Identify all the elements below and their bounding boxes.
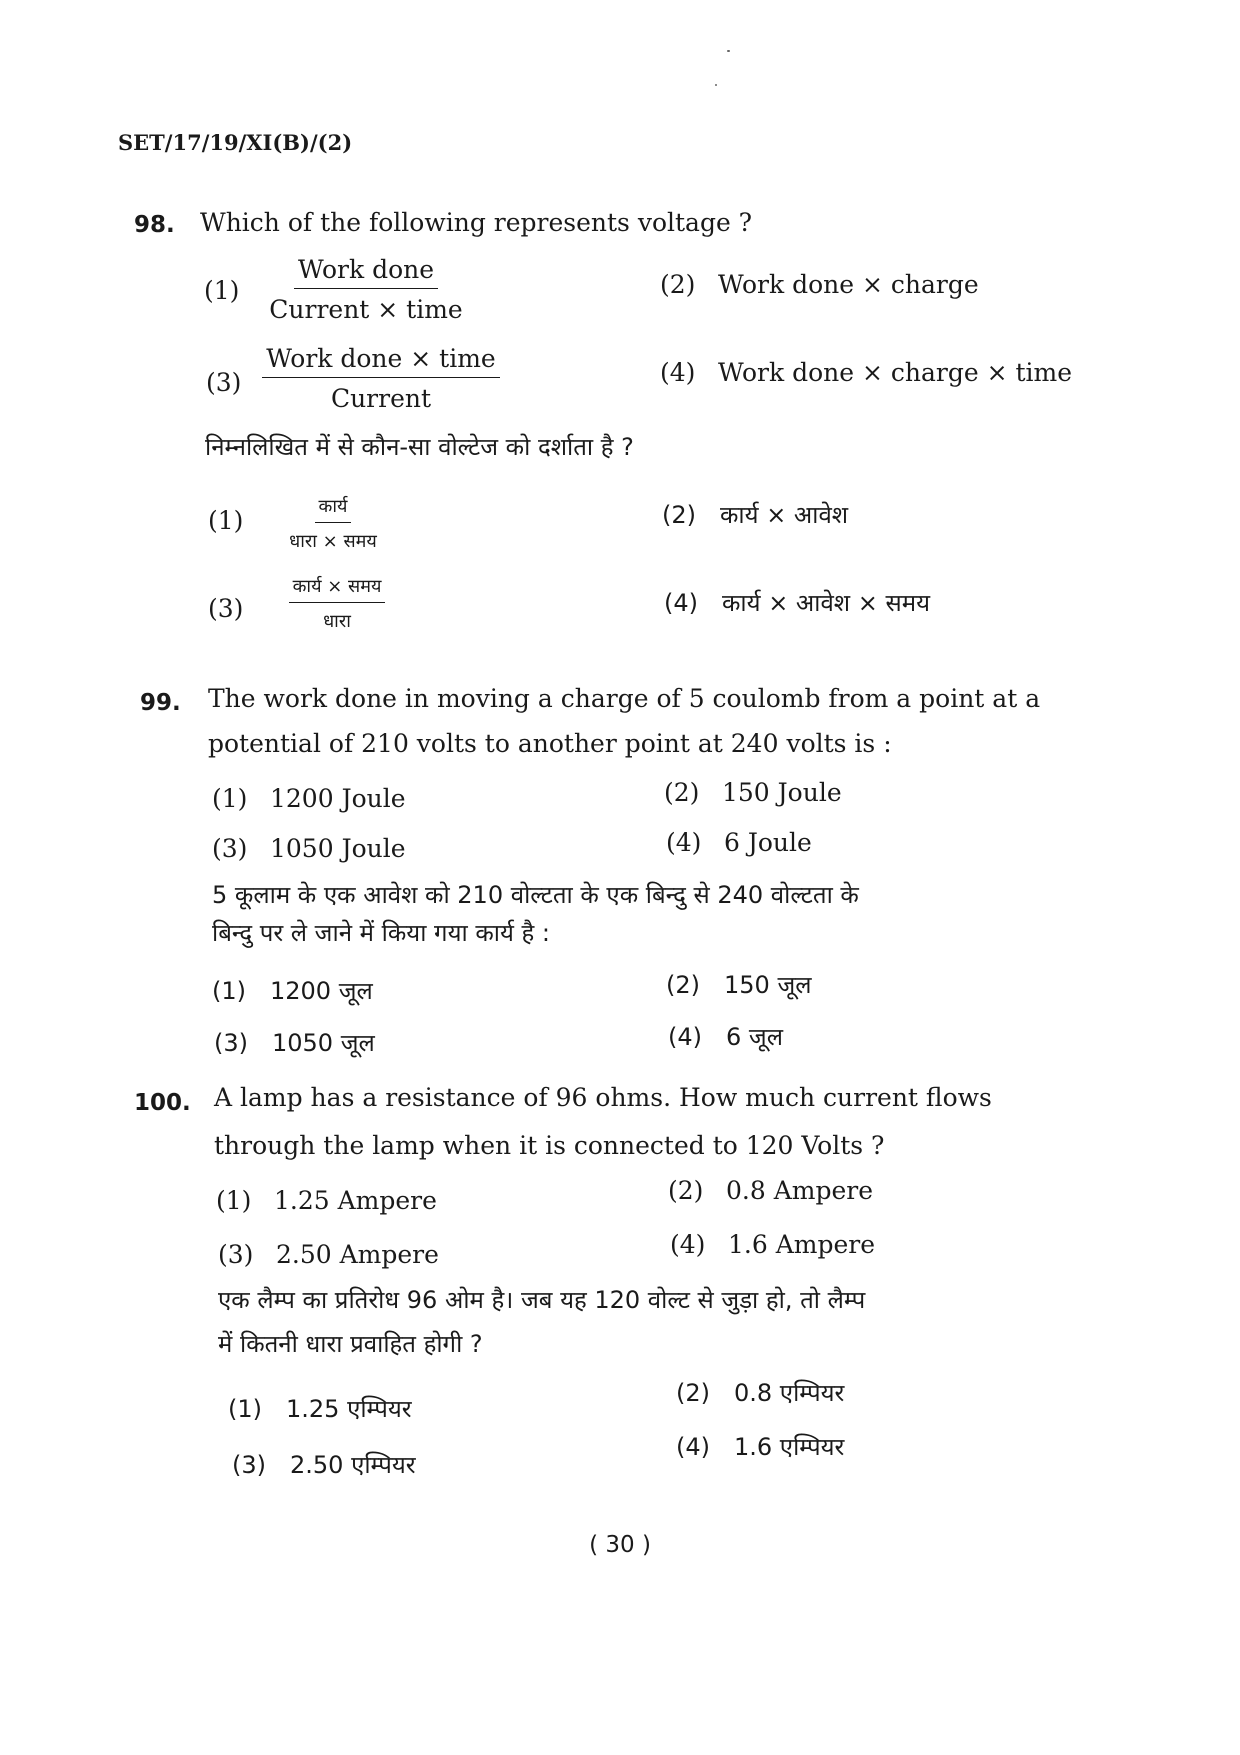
q100-hi-option-2-text: 0.8 एम्पियर: [734, 1379, 845, 1407]
q98-hi-option-4-number: (4): [664, 589, 698, 617]
q98-option-1-denominator: Current × time: [269, 295, 463, 324]
q100-hi-option-4-text: 1.6 एम्पियर: [734, 1433, 845, 1461]
q99-hi-option-4-text: 6 जूल: [726, 1023, 783, 1051]
q98-hi-option-1-numerator: कार्य: [315, 494, 352, 523]
q99-option-4-text: 6 Joule: [724, 828, 812, 857]
q100-hi-option-1-number: (1): [228, 1395, 262, 1423]
q99-option-4: [666, 828, 812, 857]
q99-hi-option-3: [214, 1026, 375, 1059]
q98-hi-option-3-fraction: [270, 574, 404, 633]
q99-hi-option-2-text: 150 जूल: [724, 971, 812, 999]
q100-option-3: [218, 1240, 439, 1269]
q100-hi-option-2-number: (2): [676, 1379, 710, 1407]
q99-option-2: [664, 778, 842, 807]
question-100-text-hi: [218, 1278, 1118, 1366]
q98-option-1-numerator: Work done: [294, 255, 438, 289]
question-100-text-hi-line-1: एक लैम्प का प्रतिरोध 96 ओम है। जब यह 120 वोल्ट से जुड़ा हो, तो लैम्प: [218, 1286, 866, 1314]
question-98-number: 98.: [134, 212, 175, 238]
question-99-text-en-line-1: The work done in moving a charge of 5 coulomb from a point at a: [208, 684, 1041, 713]
q99-option-2-number: (2): [664, 778, 700, 807]
q98-hi-option-3-numerator: कार्य × समय: [289, 574, 386, 603]
q99-option-1-number: (1): [212, 784, 248, 813]
q99-option-3-text: 1050 Joule: [270, 834, 406, 863]
q98-hi-option-2-number: (2): [662, 501, 696, 529]
q98-hi-option-1-denominator: धारा × समय: [289, 531, 377, 552]
q100-option-2: [668, 1176, 873, 1205]
q98-option-3-denominator: Current: [330, 384, 432, 413]
scan-speck: [715, 84, 717, 86]
question-100-number: 100.: [134, 1090, 191, 1116]
q100-hi-option-2: [676, 1376, 844, 1409]
q100-hi-option-3: [232, 1448, 416, 1481]
q100-hi-option-3-number: (3): [232, 1451, 266, 1479]
q99-hi-option-2-number: (2): [666, 971, 700, 999]
question-99-number: 99.: [140, 690, 181, 716]
q99-option-4-number: (4): [666, 828, 702, 857]
question-99-text-en: [208, 676, 1108, 766]
q100-option-4-number: (4): [670, 1230, 706, 1259]
q99-hi-option-1: [212, 974, 373, 1007]
q98-hi-option-1-number: (1): [208, 506, 244, 535]
q100-option-1-text: 1.25 Ampere: [274, 1186, 437, 1215]
question-98-text-en: Which of the following represents voltage ?: [200, 208, 753, 237]
q98-option-3-fraction: [266, 344, 496, 413]
q100-hi-option-1-text: 1.25 एम्पियर: [286, 1395, 412, 1423]
q100-option-4-text: 1.6 Ampere: [728, 1230, 876, 1259]
q98-option-3-number: (3): [206, 368, 242, 397]
q100-option-3-text: 2.50 Ampere: [276, 1240, 439, 1269]
q100-option-2-text: 0.8 Ampere: [726, 1176, 874, 1205]
q99-hi-option-4-number: (4): [668, 1023, 702, 1051]
q99-option-3-number: (3): [212, 834, 248, 863]
q98-hi-option-3-denominator: धारा: [323, 611, 351, 632]
q98-hi-option-2-text: कार्य × आवेश: [720, 501, 849, 529]
q98-option-4: [660, 358, 1072, 387]
q100-option-2-number: (2): [668, 1176, 704, 1205]
q99-option-1: [212, 784, 406, 813]
q98-hi-option-4: [664, 586, 930, 619]
question-100-text-en: [214, 1074, 1114, 1170]
q99-hi-option-4: [668, 1020, 783, 1053]
question-99-text-hi-line-2: बिन्दु पर ले जाने में किया गया कार्य है :: [212, 919, 550, 947]
q99-hi-option-3-text: 1050 जूल: [272, 1029, 375, 1057]
page-number: ( 30 ): [589, 1532, 651, 1558]
question-100-text-hi-line-2: में कितनी धारा प्रवाहित होगी ?: [218, 1330, 483, 1358]
q100-hi-option-3-text: 2.50 एम्पियर: [290, 1451, 416, 1479]
q98-option-1-number: (1): [204, 276, 240, 305]
q98-hi-option-1-fraction: [270, 494, 396, 553]
q98-hi-option-2: [662, 498, 848, 531]
question-100-text-en-line-2: through the lamp when it is connected to 120 Volts ?: [214, 1131, 885, 1160]
q99-hi-option-3-number: (3): [214, 1029, 248, 1057]
q98-hi-option-4-text: कार्य × आवेश × समय: [722, 589, 930, 617]
q98-option-4-number: (4): [660, 358, 696, 387]
question-99-text-hi: [212, 876, 1112, 952]
q100-option-1-number: (1): [216, 1186, 252, 1215]
scan-speck: [727, 50, 730, 52]
q100-hi-option-4: [676, 1430, 844, 1463]
q98-option-2-number: (2): [660, 270, 696, 299]
q99-option-1-text: 1200 Joule: [270, 784, 406, 813]
question-100-text-en-line-1: A lamp has a resistance of 96 ohms. How much current flows: [214, 1083, 992, 1112]
paper-code: SET/17/19/XI(B)/(2): [118, 130, 353, 155]
q98-option-1-fraction: [266, 255, 466, 324]
q98-option-2: [660, 270, 979, 299]
q98-option-2-text: Work done × charge: [718, 270, 979, 299]
question-99-text-en-line-2: potential of 210 volts to another point at 240 volts is :: [208, 729, 892, 758]
q98-option-4-text: Work done × charge × time: [718, 358, 1073, 387]
q99-hi-option-1-number: (1): [212, 977, 246, 1005]
q98-option-3-numerator: Work done × time: [262, 344, 499, 378]
q99-hi-option-2: [666, 968, 812, 1001]
q100-option-3-number: (3): [218, 1240, 254, 1269]
question-99-text-hi-line-1: 5 कूलाम के एक आवेश को 210 वोल्टता के एक बिन्दु से 240 वोल्टता के: [212, 881, 859, 909]
q99-option-3: [212, 834, 406, 863]
question-98-text-hi: निम्नलिखित में से कौन-सा वोल्टेज को दर्शाता है ?: [205, 433, 634, 461]
q98-hi-option-3-number: (3): [208, 594, 244, 623]
q100-hi-option-1: [228, 1392, 412, 1425]
q99-hi-option-1-text: 1200 जूल: [270, 977, 373, 1005]
q100-option-4: [670, 1230, 875, 1259]
q99-option-2-text: 150 Joule: [722, 778, 842, 807]
q100-option-1: [216, 1186, 437, 1215]
q100-hi-option-4-number: (4): [676, 1433, 710, 1461]
